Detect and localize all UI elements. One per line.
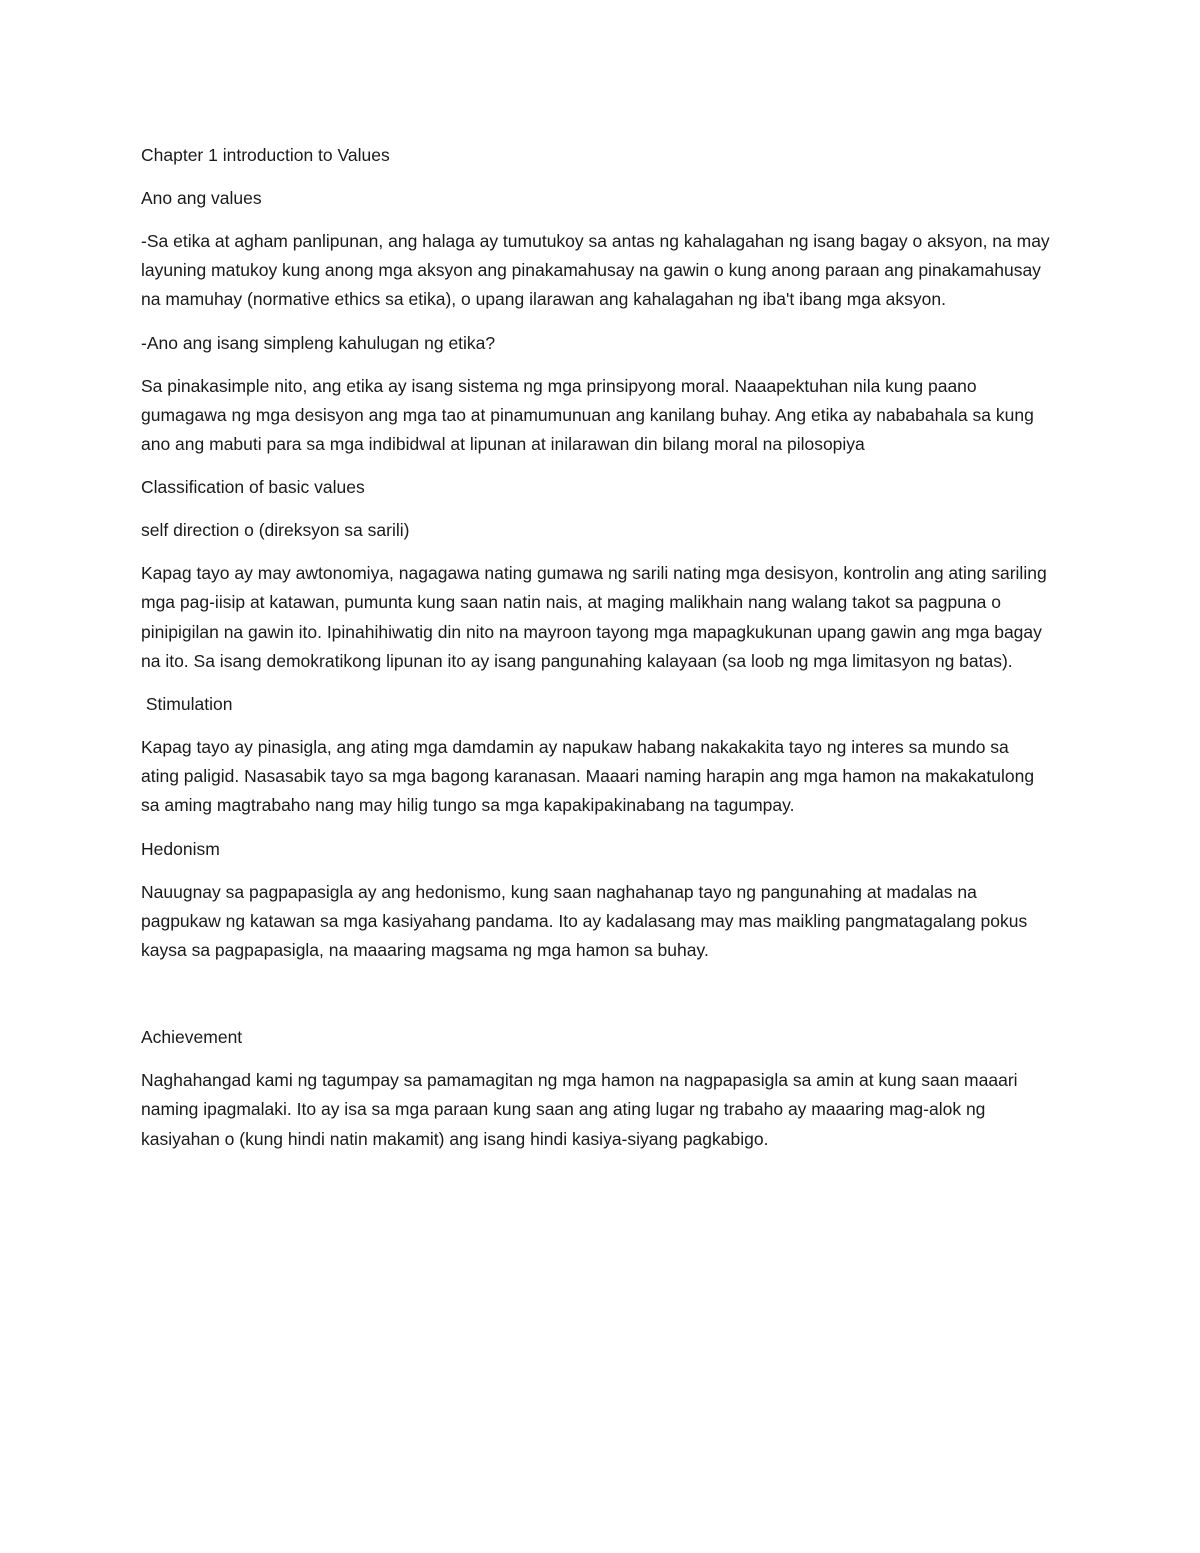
paragraph-values-definition: -Sa etika at agham panlipunan, ang halaga ay tumutukoy sa antas ng kahalagahan ng isang bagay o aksyon, na may layuning matukoy kung anong mga aksyon ang pinakamahusay na gawin o kung anong paraan ang pinakamahusay na mamuhay (normative ethics sa etika), o upang ilarawan ang kahalagahan ng iba't ibang mga aksyon. (141, 231, 1050, 310)
paragraph-self-direction: Kapag tayo ay may awtonomiya, nagagawa nating gumawa ng sarili nating mga desisyon, kontrolin ang ating sariling mga pag-iisip at katawan, pumunta kung saan natin nais, at maging malikhain nang walang takot sa pagpuna o pinipigilan na gawin ito. Ipinahihiwatig din nito na mayroon tayong mga mapagkukunan upang gawin ang mga bagay na ito. Sa isang demokratikong lipunan ito ay isang pangunahing kalayaan (sa loob ng mga limitasyon ng batas). (141, 563, 1047, 671)
paragraph-achievement: Naghahangad kami ng tagumpay sa pamamagitan ng mga hamon na nagpapasigla sa amin at kung saan maaari naming ipagmalaki. Ito ay isa sa mga paraan kung saan ang ating lugar ng trabaho ay maaaring mag-alok ng kasiyahan o (kung hindi natin makamit) ang isang hindi kasiya-siyang pagkabigo. (141, 1070, 1018, 1149)
question-ethics-meaning: -Ano ang isang simpleng kahulugan ng etika? (141, 332, 496, 353)
heading-self-direction: self direction o (direksyon sa sarili) (141, 520, 410, 541)
heading-ano-ang-values: Ano ang values (141, 188, 262, 208)
paragraph-hedonism: Nauugnay sa pagpapasigla ay ang hedonismo, kung saan naghahanap tayo ng pangunahing at madalas na pagpukaw ng katawan sa mga kasiyahang pandama. Ito ay kadalasang may mas maikling pangmatagalang pokus kaysa sa pagpapasigla, na maaaring magsama ng mga hamon sa buhay. (141, 881, 1028, 961)
heading-hedonism: Hedonism (141, 838, 220, 859)
paragraph-ethics-meaning: Sa pinakasimple nito, ang etika ay isang sistema ng mga prinsipyong moral. Naaapektuhan nila kung paano gumagawa ng mga desisyon ang mga tao at pinamumunuan ang kanilang buhay. Ang etika ay nababahala sa kung ano ang mabuti para sa mga indibidwal at lipunan at inilarawan din bilang moral na pilosopiya (141, 375, 1034, 455)
heading-classification: Classification of basic values (141, 477, 365, 498)
heading-stimulation: Stimulation (141, 694, 233, 715)
heading-achievement: Achievement (141, 1027, 243, 1048)
document-page (141, 141, 1061, 1168)
document-title: Chapter 1 introduction to Values (141, 145, 390, 165)
paragraph-stimulation: Kapag tayo ay pinasigla, ang ating mga damdamin ay napukaw habang nakakakita tayo ng interes sa mundo sa ating paligid. Nasasabik tayo sa mga bagong karanasan. Maaari naming harapin ang mga hamon na makakatulong sa aming magtrabaho nang may hilig tungo sa mga kapakipakinabang na tagumpay. (141, 737, 1035, 816)
blank-line (141, 979, 1061, 1023)
